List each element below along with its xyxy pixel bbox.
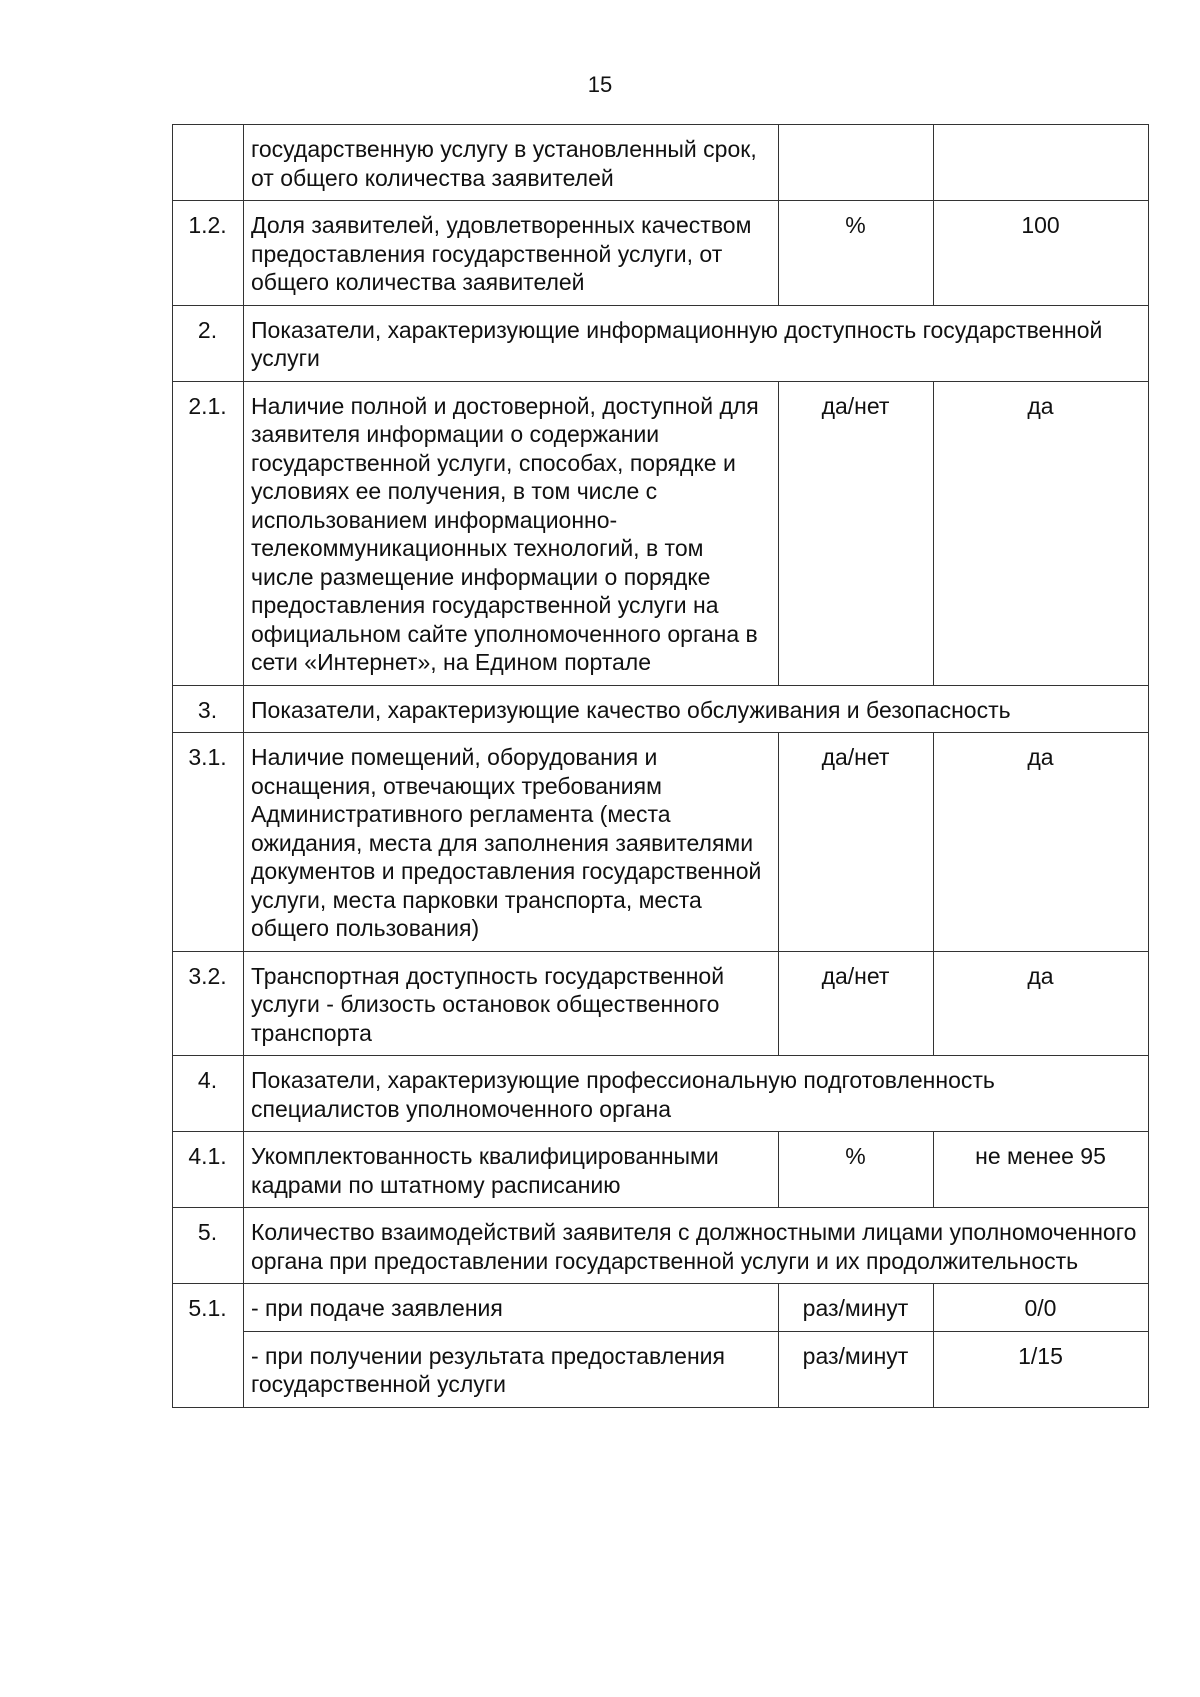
page-number: 15 xyxy=(587,72,613,97)
table-row xyxy=(173,381,1149,685)
value-cell: да xyxy=(934,381,1149,685)
section-number: 4. xyxy=(173,1056,244,1132)
indicator-name: государственную услугу в установленный срок, от общего количества заявителей xyxy=(244,125,779,201)
value-cell: 0/0 xyxy=(934,1284,1149,1332)
indicator-name: Наличие помещений, оборудования и оснащения, отвечающих требованиям Административного регламента (места ожидания, места для заполнения заявителями документов и предоставления государственной услуги, места парковки транспорта, места общего пользования) xyxy=(244,733,779,952)
unit-cell: да/нет xyxy=(779,733,934,952)
row-number xyxy=(173,125,244,201)
table-row xyxy=(173,733,1149,952)
section-title: Показатели, характеризующие профессиональную подготовленность специалистов уполномоченного органа xyxy=(244,1056,1149,1132)
section-row xyxy=(173,1208,1149,1284)
row-number: 2.1. xyxy=(173,381,244,685)
unit-cell: % xyxy=(779,201,934,306)
table-row xyxy=(173,125,1149,201)
section-title: Показатели, характеризующие качество обслуживания и безопасность xyxy=(244,685,1149,733)
unit-cell xyxy=(779,125,934,201)
value-cell: не менее 95 xyxy=(934,1132,1149,1208)
row-number: 3.1. xyxy=(173,733,244,952)
unit-cell: раз/минут xyxy=(779,1331,934,1407)
table-row xyxy=(173,201,1149,306)
section-number: 3. xyxy=(173,685,244,733)
value-cell xyxy=(934,125,1149,201)
indicator-name: - при получении результата предоставления государственной услуги xyxy=(244,1331,779,1407)
indicator-name: - при подаче заявления xyxy=(244,1284,779,1332)
row-number: 3.2. xyxy=(173,951,244,1056)
table-row xyxy=(173,1331,1149,1407)
table-row xyxy=(173,1132,1149,1208)
indicator-name: Наличие полной и достоверной, доступной для заявителя информации о содержании государственной услуги, способах, порядке и условиях ее получения, в том числе с использованием информационно-телекоммуникационных технологий, в том числе размещение информации о порядке предоставления государственной услуги на официальном сайте уполномоченного органа в сети «Интернет», на Едином портале xyxy=(244,381,779,685)
table-row xyxy=(173,951,1149,1056)
value-cell: да xyxy=(934,733,1149,952)
table-row xyxy=(173,1284,1149,1332)
value-cell: да xyxy=(934,951,1149,1056)
unit-cell: да/нет xyxy=(779,381,934,685)
unit-cell: % xyxy=(779,1132,934,1208)
value-cell: 100 xyxy=(934,201,1149,306)
indicator-name: Доля заявителей, удовлетворенных качеством предоставления государственной услуги, от общего количества заявителей xyxy=(244,201,779,306)
indicator-name: Укомплектованность квалифицированными кадрами по штатному расписанию xyxy=(244,1132,779,1208)
section-title: Показатели, характеризующие информационную доступность государственной услуги xyxy=(244,305,1149,381)
row-number: 1.2. xyxy=(173,201,244,306)
section-number: 5. xyxy=(173,1208,244,1284)
value-cell: 1/15 xyxy=(934,1331,1149,1407)
indicators-table xyxy=(172,124,1149,1408)
section-title: Количество взаимодействий заявителя с должностными лицами уполномоченного органа при предоставлении государственной услуги и их продолжительность xyxy=(244,1208,1149,1284)
row-number: 4.1. xyxy=(173,1132,244,1208)
section-row xyxy=(173,685,1149,733)
row-number: 5.1. xyxy=(173,1284,244,1408)
unit-cell: да/нет xyxy=(779,951,934,1056)
section-row xyxy=(173,1056,1149,1132)
section-row xyxy=(173,305,1149,381)
unit-cell: раз/минут xyxy=(779,1284,934,1332)
section-number: 2. xyxy=(173,305,244,381)
indicator-name: Транспортная доступность государственной услуги - близость остановок общественного транспорта xyxy=(244,951,779,1056)
